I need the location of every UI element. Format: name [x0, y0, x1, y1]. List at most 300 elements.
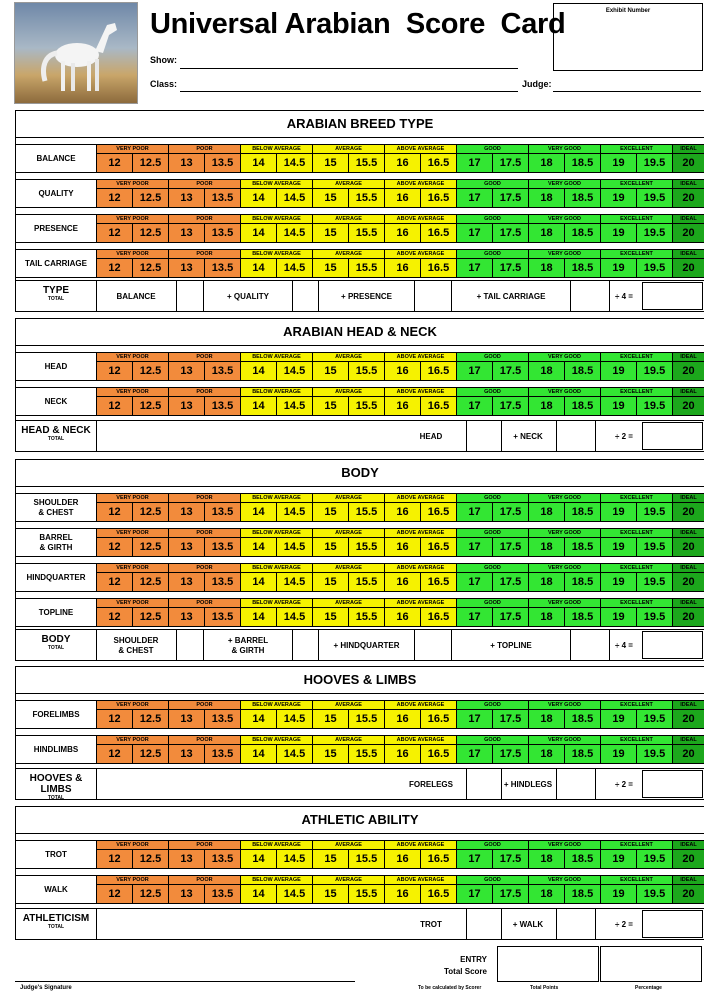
score-cell[interactable]: 17.5 [492, 153, 528, 172]
total-points-box[interactable] [497, 946, 599, 982]
score-cell[interactable]: 16 [384, 153, 420, 172]
band-label: VERY POOR [96, 215, 168, 223]
band-label: GOOD [456, 736, 528, 744]
score-cell[interactable]: 17 [456, 884, 492, 903]
score-cell[interactable]: 12 [96, 537, 132, 556]
score-cell[interactable]: 12.5 [132, 849, 168, 868]
score-cell[interactable]: 18 [528, 361, 564, 380]
score-cell[interactable]: 19 [600, 361, 636, 380]
score-cell[interactable]: 17 [456, 849, 492, 868]
score-cell[interactable]: 12.5 [132, 223, 168, 242]
score-cell[interactable]: 19.5 [636, 744, 672, 763]
score-cell[interactable]: 15 [312, 744, 348, 763]
score-cell[interactable]: 12.5 [132, 502, 168, 521]
score-cell[interactable]: 12.5 [132, 153, 168, 172]
score-cell[interactable]: 12 [96, 361, 132, 380]
score-cell[interactable]: 17 [456, 153, 492, 172]
score-cell[interactable]: 17 [456, 188, 492, 207]
score-grid [96, 599, 704, 626]
score-cell[interactable]: 12.5 [132, 884, 168, 903]
score-cell[interactable]: 18.5 [564, 361, 600, 380]
band-label: AVERAGE [312, 736, 384, 744]
band-label: GOOD [456, 701, 528, 709]
score-cell[interactable]: 17.5 [492, 607, 528, 626]
score-cell[interactable]: 20 [672, 884, 704, 903]
band-label: EXCELLENT [600, 736, 672, 744]
band-label: AVERAGE [312, 701, 384, 709]
total-item-label: BALANCE [116, 291, 156, 301]
score-cell[interactable]: 18 [528, 396, 564, 415]
section-total-box[interactable] [642, 631, 703, 659]
score-cell[interactable]: 14 [240, 361, 276, 380]
score-cell[interactable]: 15.5 [348, 188, 384, 207]
score-cell[interactable]: 15 [312, 607, 348, 626]
score-cell[interactable]: 19 [600, 709, 636, 728]
score-cell[interactable]: 13 [168, 223, 204, 242]
score-cell[interactable]: 17 [456, 361, 492, 380]
score-cell[interactable]: 20 [672, 502, 704, 521]
score-cell[interactable]: 14.5 [276, 396, 312, 415]
score-cell[interactable]: 12 [96, 396, 132, 415]
score-cell[interactable]: 12 [96, 849, 132, 868]
band-label: GOOD [456, 250, 528, 258]
score-cell[interactable]: 13.5 [204, 153, 240, 172]
score-cell[interactable]: 19 [600, 744, 636, 763]
score-cell[interactable]: 16.5 [420, 572, 456, 591]
section-title: HOOVES & LIMBS [16, 667, 704, 694]
score-cell[interactable]: 14.5 [276, 884, 312, 903]
score-cell[interactable]: 12 [96, 188, 132, 207]
score-cell[interactable]: 13 [168, 153, 204, 172]
band-label: AVERAGE [312, 353, 384, 361]
score-cell[interactable]: 14.5 [276, 572, 312, 591]
band-label: ABOVE AVERAGE [384, 180, 456, 188]
score-cell[interactable]: 13 [168, 396, 204, 415]
score-cell[interactable]: 14 [240, 537, 276, 556]
score-cell[interactable]: 20 [672, 572, 704, 591]
score-cell[interactable]: 19 [600, 607, 636, 626]
band-label: AVERAGE [312, 564, 384, 572]
total-input-box[interactable] [292, 630, 319, 661]
score-cell[interactable]: 15 [312, 884, 348, 903]
score-cell[interactable]: 13 [168, 572, 204, 591]
score-cell[interactable]: 15.5 [348, 744, 384, 763]
score-cell[interactable]: 18 [528, 884, 564, 903]
score-cell[interactable]: 18.5 [564, 537, 600, 556]
score-cell[interactable]: 15.5 [348, 537, 384, 556]
score-grid [96, 250, 704, 277]
score-cell[interactable]: 12.5 [132, 709, 168, 728]
score-cell[interactable]: 14.5 [276, 607, 312, 626]
band-label: EXCELLENT [600, 494, 672, 502]
total-item-label: + NECK [513, 431, 543, 441]
score-cell[interactable]: 14.5 [276, 361, 312, 380]
score-cell[interactable]: 19.5 [636, 188, 672, 207]
total-input-box[interactable] [176, 630, 204, 661]
show-field[interactable] [180, 68, 518, 69]
score-cell[interactable]: 16.5 [420, 396, 456, 415]
score-cell[interactable]: 14.5 [276, 849, 312, 868]
score-cell[interactable]: 14 [240, 396, 276, 415]
score-cell[interactable]: 12 [96, 153, 132, 172]
score-cell[interactable]: 17.5 [492, 188, 528, 207]
score-cell[interactable]: 15.5 [348, 153, 384, 172]
band-label: POOR [168, 736, 240, 744]
score-cell[interactable]: 18 [528, 188, 564, 207]
score-cell[interactable]: 14 [240, 223, 276, 242]
score-cell[interactable]: 13 [168, 849, 204, 868]
score-cell[interactable]: 19.5 [636, 361, 672, 380]
score-cell[interactable]: 19.5 [636, 258, 672, 277]
score-cell[interactable]: 20 [672, 188, 704, 207]
score-cell[interactable]: 13 [168, 537, 204, 556]
score-cell[interactable]: 20 [672, 744, 704, 763]
score-cell[interactable]: 13.5 [204, 258, 240, 277]
score-cell[interactable]: 14 [240, 153, 276, 172]
score-cell[interactable]: 19.5 [636, 572, 672, 591]
score-cell[interactable]: 17.5 [492, 884, 528, 903]
total-input-box[interactable] [292, 281, 319, 312]
score-cell[interactable]: 15 [312, 396, 348, 415]
band-label: VERY POOR [96, 564, 168, 572]
score-cell[interactable]: 17.5 [492, 223, 528, 242]
score-cell[interactable]: 13.5 [204, 223, 240, 242]
score-cell[interactable]: 18 [528, 502, 564, 521]
score-cell[interactable]: 19.5 [636, 502, 672, 521]
total-item-label: + WALK [512, 919, 544, 929]
score-cell[interactable]: 17 [456, 396, 492, 415]
band-label: BELOW AVERAGE [240, 599, 312, 607]
score-cell[interactable]: 17 [456, 607, 492, 626]
score-cell[interactable]: 16.5 [420, 258, 456, 277]
signature-line[interactable] [15, 981, 355, 982]
score-cell[interactable]: 13.5 [204, 607, 240, 626]
score-cell[interactable]: 15.5 [348, 884, 384, 903]
score-cell[interactable]: 19 [600, 537, 636, 556]
score-cell[interactable]: 16.5 [420, 153, 456, 172]
score-cell[interactable]: 13 [168, 361, 204, 380]
score-grid [96, 388, 704, 415]
score-cell[interactable]: 16.5 [420, 849, 456, 868]
score-cell[interactable]: 16 [384, 361, 420, 380]
score-cell[interactable]: 17.5 [492, 258, 528, 277]
score-cell[interactable]: 17.5 [492, 709, 528, 728]
score-cell[interactable]: 13 [168, 744, 204, 763]
band-label: EXCELLENT [600, 250, 672, 258]
score-cell[interactable]: 14 [240, 258, 276, 277]
score-cell[interactable]: 18.5 [564, 153, 600, 172]
score-cell[interactable]: 20 [672, 223, 704, 242]
score-cell[interactable]: 19.5 [636, 153, 672, 172]
score-cell[interactable]: 15 [312, 572, 348, 591]
score-cell[interactable]: 14 [240, 607, 276, 626]
score-cell[interactable]: 19 [600, 849, 636, 868]
score-cell[interactable]: 13 [168, 607, 204, 626]
score-cell[interactable]: 16 [384, 709, 420, 728]
score-cell[interactable]: 16 [384, 884, 420, 903]
score-cell[interactable]: 17 [456, 744, 492, 763]
score-cell[interactable]: 14.5 [276, 537, 312, 556]
section-total-box[interactable] [642, 770, 703, 798]
score-cell[interactable]: 18.5 [564, 607, 600, 626]
score-cell[interactable]: 12 [96, 607, 132, 626]
score-cell[interactable]: 15.5 [348, 572, 384, 591]
score-cell[interactable]: 18.5 [564, 223, 600, 242]
score-cell[interactable]: 12.5 [132, 188, 168, 207]
score-cell[interactable]: 19 [600, 258, 636, 277]
score-cell[interactable]: 16 [384, 607, 420, 626]
score-cell[interactable]: 15.5 [348, 361, 384, 380]
score-cell[interactable]: 13.5 [204, 744, 240, 763]
score-cell[interactable]: 15.5 [348, 849, 384, 868]
total-input-box[interactable] [466, 421, 502, 452]
score-cell[interactable]: 16 [384, 188, 420, 207]
band-label: ABOVE AVERAGE [384, 215, 456, 223]
score-cell[interactable]: 18 [528, 709, 564, 728]
section-total-box[interactable] [642, 282, 703, 310]
total-input-box[interactable] [570, 281, 610, 312]
score-row-barrel-girth [16, 528, 704, 557]
divisor-label: ÷ 4 = [615, 291, 633, 301]
class-field[interactable] [180, 91, 518, 92]
score-cell[interactable]: 17.5 [492, 537, 528, 556]
score-cell[interactable]: 16.5 [420, 537, 456, 556]
score-cell[interactable]: 18 [528, 607, 564, 626]
score-cell[interactable]: 13 [168, 502, 204, 521]
score-cell[interactable]: 18 [528, 572, 564, 591]
score-cell[interactable]: 18.5 [564, 502, 600, 521]
score-cell[interactable]: 19 [600, 223, 636, 242]
score-cell[interactable]: 14.5 [276, 502, 312, 521]
score-cell[interactable]: 17 [456, 502, 492, 521]
score-cell[interactable]: 12 [96, 709, 132, 728]
exhibit-number-box[interactable] [553, 3, 703, 71]
score-cell[interactable]: 20 [672, 153, 704, 172]
score-cell[interactable]: 14.5 [276, 258, 312, 277]
score-cell[interactable]: 18.5 [564, 709, 600, 728]
score-cell[interactable]: 18 [528, 744, 564, 763]
score-cell[interactable]: 19.5 [636, 396, 672, 415]
total-input-box[interactable] [466, 909, 502, 940]
band-label: IDEAL [672, 494, 704, 502]
score-cell[interactable]: 14.5 [276, 709, 312, 728]
score-cell[interactable]: 12.5 [132, 361, 168, 380]
score-cell[interactable]: 19.5 [636, 709, 672, 728]
score-cell[interactable]: 19 [600, 884, 636, 903]
score-cell[interactable]: 18 [528, 258, 564, 277]
score-cell[interactable]: 14 [240, 849, 276, 868]
score-cell[interactable]: 12.5 [132, 396, 168, 415]
score-cell[interactable]: 16 [384, 396, 420, 415]
score-cell[interactable]: 16 [384, 537, 420, 556]
score-cell[interactable]: 14 [240, 572, 276, 591]
score-cell[interactable]: 18 [528, 537, 564, 556]
score-cell[interactable]: 20 [672, 361, 704, 380]
score-cell[interactable]: 12 [96, 502, 132, 521]
score-cell[interactable]: 20 [672, 537, 704, 556]
score-cell[interactable]: 20 [672, 396, 704, 415]
total-input-box[interactable] [556, 909, 596, 940]
score-cell[interactable]: 12 [96, 223, 132, 242]
score-cell[interactable]: 14.5 [276, 223, 312, 242]
percentage-box[interactable] [600, 946, 702, 982]
score-cell[interactable]: 13 [168, 258, 204, 277]
judge-field[interactable] [553, 91, 701, 92]
score-cell[interactable]: 16.5 [420, 709, 456, 728]
score-cell[interactable]: 13.5 [204, 572, 240, 591]
score-cell[interactable]: 15 [312, 223, 348, 242]
score-cell[interactable]: 17 [456, 572, 492, 591]
score-cell[interactable]: 20 [672, 607, 704, 626]
score-cell[interactable]: 13.5 [204, 849, 240, 868]
score-cell[interactable]: 16 [384, 572, 420, 591]
score-cell[interactable]: 20 [672, 258, 704, 277]
score-cell[interactable]: 14 [240, 709, 276, 728]
score-cell[interactable]: 14.5 [276, 153, 312, 172]
score-cell[interactable]: 13.5 [204, 361, 240, 380]
score-cell[interactable]: 18.5 [564, 396, 600, 415]
score-cell[interactable]: 15 [312, 258, 348, 277]
score-cell[interactable]: 17 [456, 223, 492, 242]
total-input-box[interactable] [556, 421, 596, 452]
score-cell[interactable]: 19 [600, 572, 636, 591]
score-cell[interactable]: 19.5 [636, 537, 672, 556]
score-cell[interactable]: 15.5 [348, 502, 384, 521]
score-cell[interactable]: 16.5 [420, 884, 456, 903]
score-cell[interactable]: 18.5 [564, 188, 600, 207]
score-cell[interactable]: 15 [312, 537, 348, 556]
score-cell[interactable]: 16 [384, 744, 420, 763]
band-label: ABOVE AVERAGE [384, 353, 456, 361]
score-cell[interactable]: 15.5 [348, 258, 384, 277]
score-cell[interactable]: 14.5 [276, 188, 312, 207]
score-cell[interactable]: 16 [384, 258, 420, 277]
score-cell[interactable]: 16.5 [420, 502, 456, 521]
score-cell[interactable]: 18 [528, 223, 564, 242]
score-cell[interactable]: 13 [168, 709, 204, 728]
score-cell[interactable]: 16 [384, 502, 420, 521]
score-cell[interactable]: 13.5 [204, 537, 240, 556]
score-cell[interactable]: 14.5 [276, 744, 312, 763]
score-cell[interactable]: 18 [528, 849, 564, 868]
score-cell[interactable]: 15 [312, 188, 348, 207]
criterion-label: TOPLINE [38, 607, 74, 617]
score-cell[interactable]: 18.5 [564, 849, 600, 868]
score-cell[interactable]: 17.5 [492, 744, 528, 763]
section-total-box[interactable] [642, 422, 703, 450]
score-cell[interactable]: 13 [168, 884, 204, 903]
section-total-box[interactable] [642, 910, 703, 938]
score-cell[interactable]: 17 [456, 258, 492, 277]
criterion-label: FORELIMBS [32, 709, 80, 719]
score-cell[interactable]: 15.5 [348, 607, 384, 626]
score-cell[interactable]: 16 [384, 849, 420, 868]
score-cell[interactable]: 12 [96, 572, 132, 591]
score-cell[interactable]: 18.5 [564, 572, 600, 591]
score-cell[interactable]: 14 [240, 188, 276, 207]
score-cell[interactable]: 18 [528, 153, 564, 172]
score-cell[interactable]: 18.5 [564, 884, 600, 903]
band-label: GOOD [456, 145, 528, 153]
score-cell[interactable]: 14 [240, 502, 276, 521]
score-cell[interactable]: 18.5 [564, 258, 600, 277]
score-cell[interactable]: 13 [168, 188, 204, 207]
score-cell[interactable]: 20 [672, 709, 704, 728]
score-cell[interactable]: 16.5 [420, 607, 456, 626]
score-cell[interactable]: 17.5 [492, 396, 528, 415]
score-cell[interactable]: 16.5 [420, 188, 456, 207]
score-cell[interactable]: 13.5 [204, 396, 240, 415]
total-item-label: SHOULDER & CHEST [113, 635, 159, 655]
score-cell[interactable]: 19.5 [636, 884, 672, 903]
score-cell[interactable]: 15.5 [348, 709, 384, 728]
total-input-box[interactable] [466, 769, 502, 800]
score-cell[interactable]: 12.5 [132, 607, 168, 626]
score-cell[interactable]: 16.5 [420, 223, 456, 242]
score-cell[interactable]: 13.5 [204, 709, 240, 728]
band-label: VERY GOOD [528, 841, 600, 849]
score-cell[interactable]: 17.5 [492, 572, 528, 591]
score-cell[interactable]: 12.5 [132, 537, 168, 556]
total-input-box[interactable] [556, 769, 596, 800]
score-cell[interactable]: 19.5 [636, 223, 672, 242]
score-cell[interactable]: 13.5 [204, 188, 240, 207]
band-label: VERY POOR [96, 388, 168, 396]
score-cell[interactable]: 17 [456, 709, 492, 728]
score-cell[interactable]: 15 [312, 153, 348, 172]
score-cell[interactable]: 17.5 [492, 502, 528, 521]
band-label: GOOD [456, 215, 528, 223]
score-cell[interactable]: 12 [96, 744, 132, 763]
total-input-box[interactable] [570, 630, 610, 661]
score-cell[interactable]: 15 [312, 849, 348, 868]
score-cell[interactable]: 12.5 [132, 572, 168, 591]
score-cell[interactable]: 17.5 [492, 849, 528, 868]
score-cell[interactable]: 16.5 [420, 744, 456, 763]
score-cell[interactable]: 12 [96, 258, 132, 277]
band-label: IDEAL [672, 353, 704, 361]
score-cell[interactable]: 17 [456, 537, 492, 556]
score-cell[interactable]: 15 [312, 361, 348, 380]
score-cell[interactable]: 19 [600, 188, 636, 207]
score-cell[interactable]: 18.5 [564, 744, 600, 763]
score-cell[interactable]: 14 [240, 744, 276, 763]
score-cell[interactable]: 14 [240, 884, 276, 903]
score-cell[interactable]: 15.5 [348, 223, 384, 242]
score-cell[interactable]: 19.5 [636, 607, 672, 626]
score-cell[interactable]: 16 [384, 223, 420, 242]
total-input-box[interactable] [414, 281, 452, 312]
score-cell[interactable]: 13.5 [204, 502, 240, 521]
score-cell[interactable]: 15 [312, 709, 348, 728]
band-label: ABOVE AVERAGE [384, 564, 456, 572]
score-cell[interactable]: 19 [600, 502, 636, 521]
score-cell[interactable]: 12 [96, 884, 132, 903]
score-cell[interactable]: 16.5 [420, 361, 456, 380]
score-cell[interactable]: 12.5 [132, 744, 168, 763]
score-cell[interactable]: 17.5 [492, 361, 528, 380]
total-input-box[interactable] [414, 630, 452, 661]
score-cell[interactable]: 20 [672, 849, 704, 868]
score-cell[interactable]: 15 [312, 502, 348, 521]
score-cell[interactable]: 19 [600, 153, 636, 172]
score-cell[interactable]: 19.5 [636, 849, 672, 868]
score-cell[interactable]: 13.5 [204, 884, 240, 903]
total-input-box[interactable] [176, 281, 204, 312]
score-cell[interactable]: 19 [600, 396, 636, 415]
score-cell[interactable]: 12.5 [132, 258, 168, 277]
score-cell[interactable]: 15.5 [348, 396, 384, 415]
